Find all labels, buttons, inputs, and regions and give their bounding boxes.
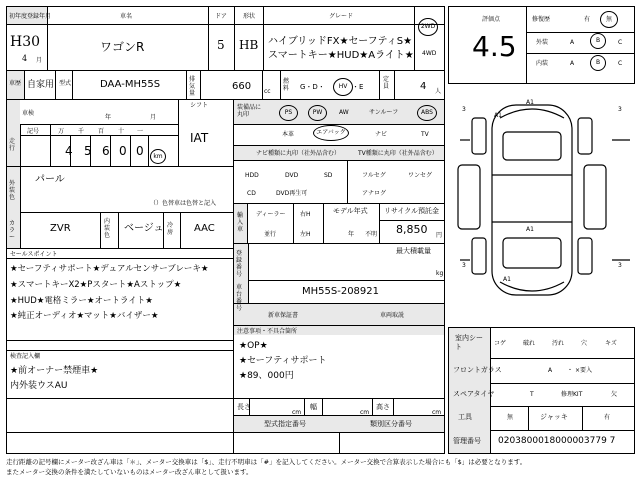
doors: 5 <box>217 38 225 52</box>
dims-width: 幅 <box>310 403 317 411</box>
notes-line: ★OP★ <box>239 341 268 351</box>
shape: HB <box>239 38 259 52</box>
interior-b-circle: B <box>590 55 606 71</box>
chassis-value: MH55S-208921 <box>302 286 380 297</box>
mileage-digit: 5 <box>84 144 92 158</box>
import-parallel: 並行 <box>264 231 277 238</box>
interior-sheet-item: キズ <box>605 340 617 347</box>
mileage-ten: 十 <box>118 128 125 135</box>
mileage-unit-label: 記号 <box>27 128 40 135</box>
recycle-value: 8,850 <box>396 223 428 236</box>
warranty-new: 新車保証書 <box>268 312 299 319</box>
notes-label: 注意事項・不具合箇所 <box>237 328 298 335</box>
first-reg-label: 初年度登録年月 <box>9 13 52 20</box>
diagram-mark: A1 <box>526 99 534 106</box>
mileage-digit: 4 <box>65 144 73 158</box>
tv-label: TV種類に丸印（社外品含む） <box>358 150 438 157</box>
diagram-bracket: 3 <box>462 262 466 269</box>
equip-ps-circle: PS <box>279 105 298 121</box>
drive-2wd-circle: 2WD <box>418 18 438 36</box>
exterior-c: C <box>618 39 623 46</box>
mileage-thousand: 千 <box>78 128 85 135</box>
equip-navi: ナビ <box>375 131 388 138</box>
inspector-label: 検査記入欄 <box>10 353 41 360</box>
sales-point-line: ★スマートキーX2★Pスタート★Aストップ★ <box>10 280 182 290</box>
car-name-label: 車名 <box>120 13 133 20</box>
equip-sunroof: サンルーフ <box>369 109 399 116</box>
disp-label: 排気量 <box>189 76 196 97</box>
notes-line: ★セーフティサポート <box>239 356 327 366</box>
score-value: 4.5 <box>472 30 517 63</box>
car-damage-diagram <box>458 105 630 295</box>
glass-label: フロントガラス <box>453 366 502 374</box>
exterior-b-circle: B <box>590 33 606 49</box>
mgmt-value: 0203800018000003779 7 <box>498 436 616 446</box>
glass-sep: ・ <box>567 367 574 374</box>
inspector-line: 内外装ウスAU <box>10 381 68 391</box>
navi-dvd: DVD <box>285 172 299 179</box>
cap-label: 定員 <box>383 76 390 90</box>
color-value: パール <box>35 174 65 185</box>
notes-line: ★89、000円 <box>239 371 294 381</box>
spare-kit: 修理KIT <box>561 391 583 398</box>
sales-point-line: ★セーフティサポート★デュアルセンサーブレーキ★ <box>10 264 209 274</box>
ac-label: 冷房 <box>167 222 174 236</box>
diagram-bracket: 3 <box>618 262 622 269</box>
max-load-label: 最大積載量 <box>396 247 431 255</box>
type-label: 型式 <box>59 80 72 87</box>
warranty-manual: 車両取説 <box>380 312 405 319</box>
exterior-a: A <box>570 39 575 46</box>
displacement: 660 <box>232 81 252 92</box>
capacity: 4 <box>420 81 427 92</box>
score-label: 評価点 <box>482 16 501 23</box>
exterior-label: 外装 <box>536 39 549 46</box>
doors-label: ドア <box>215 13 227 20</box>
interior-c: C <box>618 60 623 67</box>
model-year-label: モデル年式 <box>333 207 368 215</box>
mileage-digit: 0 <box>136 144 144 158</box>
interior-sheet-item: 破れ <box>523 340 536 347</box>
fuel-hv-circle: HV <box>333 78 353 96</box>
equip-tv: TV <box>421 131 429 138</box>
equip-abs-circle: ABS <box>417 105 437 121</box>
diagram-mark: A1 <box>503 276 511 283</box>
first-reg-month: 4 <box>22 54 28 63</box>
import-right: 右H <box>300 211 311 218</box>
shape-label: 形状 <box>243 13 256 20</box>
navi-sd: SD <box>324 172 333 179</box>
fuel-e: ・E <box>352 83 364 91</box>
interior-a: A <box>570 60 575 67</box>
navi-cd: CD <box>247 190 256 197</box>
tv-fullseg: フルセグ <box>362 172 386 179</box>
dims-cm: cm <box>292 409 302 416</box>
inspection-month: 月 <box>150 114 157 121</box>
first-reg-era: H30 <box>10 34 41 50</box>
dims-cm: cm <box>432 409 442 416</box>
interior-label: 内装 <box>536 60 549 67</box>
navi-hdd: HDD <box>245 172 259 179</box>
mileage-km-circle: km <box>150 149 166 164</box>
drive-4wd: 4WD <box>422 50 437 57</box>
grade-label: グレード <box>329 13 354 20</box>
tools-label: 工具 <box>458 413 472 421</box>
interior-sheet-item: 汚れ <box>552 340 565 347</box>
inspector-line: ★前オーナー禁煙車★ <box>10 366 99 376</box>
dims-length: 長さ <box>237 403 251 411</box>
sales-point-label: セールスポイント <box>10 251 58 258</box>
import-left: 左H <box>300 231 311 238</box>
color-code-label: カラー <box>9 220 16 241</box>
equip-airbag-circle: エアバック <box>313 125 349 141</box>
sales-point-line: ★純正オーディオ★マット★バイザー★ <box>10 311 159 321</box>
reg-no-label: 登録番号 <box>236 250 243 278</box>
recycle-yen: 円 <box>436 232 443 239</box>
fuel-label: 燃料 <box>283 78 290 92</box>
mgmt-label: 管理番号 <box>453 437 481 445</box>
inspection-label: 車検 <box>22 110 35 117</box>
sales-point-line: ★HUD★電格ミラー★オートライト★ <box>10 296 153 306</box>
car-name: ワゴンR <box>100 40 145 54</box>
navi-dvd-play: DVD再生可 <box>276 190 308 197</box>
model-year-year: 年 <box>348 231 355 238</box>
tv-analog: アナログ <box>362 190 387 197</box>
use: 自家用 <box>27 80 55 90</box>
diagram-mark: A1 <box>494 112 502 119</box>
color-label: 外装色 <box>9 180 16 201</box>
equipment-label: 装備品に丸印 <box>237 104 262 118</box>
spare-none: 欠 <box>611 391 618 398</box>
tools-value: 無 <box>507 414 514 421</box>
mileage-hundred: 百 <box>98 128 105 135</box>
interior-sheet-item: 穴 <box>581 340 588 347</box>
footer-line1: 走行距離の記号欄にメーター改ざん車は「＊」、メーター交換車は「$」、走行不明車は「#」を記入してください。メーター交換で合算表示した場合にも「$」は必要となります。 <box>6 458 527 466</box>
jack-value: 有 <box>604 414 611 421</box>
cc-unit: cc <box>264 88 271 95</box>
glass-value: A <box>548 367 553 374</box>
diagram-bracket: 3 <box>462 106 466 113</box>
model-year-unknown: 不明 <box>365 231 378 238</box>
model: DAA-MH55S <box>100 79 161 90</box>
ac-value: AAC <box>194 223 215 234</box>
repair-label: 修復歴 <box>532 16 551 23</box>
mileage-digit: 0 <box>119 144 127 158</box>
dims-height: 高さ <box>376 403 390 411</box>
grade-line2: スマートキー★HUD★Aライト★ <box>268 50 414 61</box>
shift-value: IAT <box>190 131 209 145</box>
use-label: 車歴 <box>9 80 22 87</box>
navi-label: ナビ種類に丸印（社外品含む） <box>256 150 341 157</box>
import-dealer: ディーラー <box>256 211 286 218</box>
glass-change: ×要入 <box>575 367 593 374</box>
shade <box>234 304 444 325</box>
inspection-year: 年 <box>105 114 112 121</box>
tv-oneseg: ワンセグ <box>408 172 433 179</box>
chassis-label: 車台番号 <box>236 284 243 312</box>
grade-line1: ハイブリッドFX★セーフティS★ <box>268 36 413 47</box>
spare-label: スペアタイヤ <box>453 390 495 398</box>
repair-no-circle: 無 <box>600 11 618 28</box>
mileage-label: 走行 <box>9 138 16 152</box>
dims-cm: cm <box>360 409 370 416</box>
interior-sheet-label: 室内シート <box>455 334 483 351</box>
person-unit: 人 <box>435 88 442 95</box>
mileage-ichi: 一 <box>137 128 144 135</box>
dims-category: 類別区分番号 <box>370 420 412 428</box>
color-note: （）色替車は色替と記入 <box>150 200 217 207</box>
spare-t: T <box>530 391 534 398</box>
dims-designation: 型式指定番号 <box>264 420 306 428</box>
month-unit: 月 <box>36 57 43 64</box>
max-load-unit: kg <box>436 270 444 277</box>
recycle-label: リサイクル預託金 <box>384 207 440 215</box>
shift-label: シフト <box>190 102 209 109</box>
shade <box>7 100 20 166</box>
repair-yes: 有 <box>584 16 591 23</box>
equip-pw-circle: PW <box>308 105 327 121</box>
mileage-million: 万 <box>58 128 65 135</box>
color-code: ZVR <box>50 223 71 234</box>
diagram-mark: A1 <box>526 226 534 233</box>
import-label: 輸入車 <box>237 212 244 233</box>
equip-leather: 本革 <box>282 131 295 138</box>
mileage-digit: 6 <box>102 144 110 158</box>
fuel-options: G・D・ <box>300 83 325 91</box>
diagram-bracket: 3 <box>618 106 622 113</box>
interior-color-label: 内装色 <box>104 218 111 239</box>
equip-aw: AW <box>339 109 349 116</box>
jack-label: ジャッキ <box>540 413 568 421</box>
footer-line2: またメーター交換の条件を満たしていないものはメーター改ざん車として扱います。 <box>6 468 253 476</box>
interior-color: ベージュ <box>124 223 164 234</box>
interior-sheet-item: コゲ <box>494 340 507 347</box>
